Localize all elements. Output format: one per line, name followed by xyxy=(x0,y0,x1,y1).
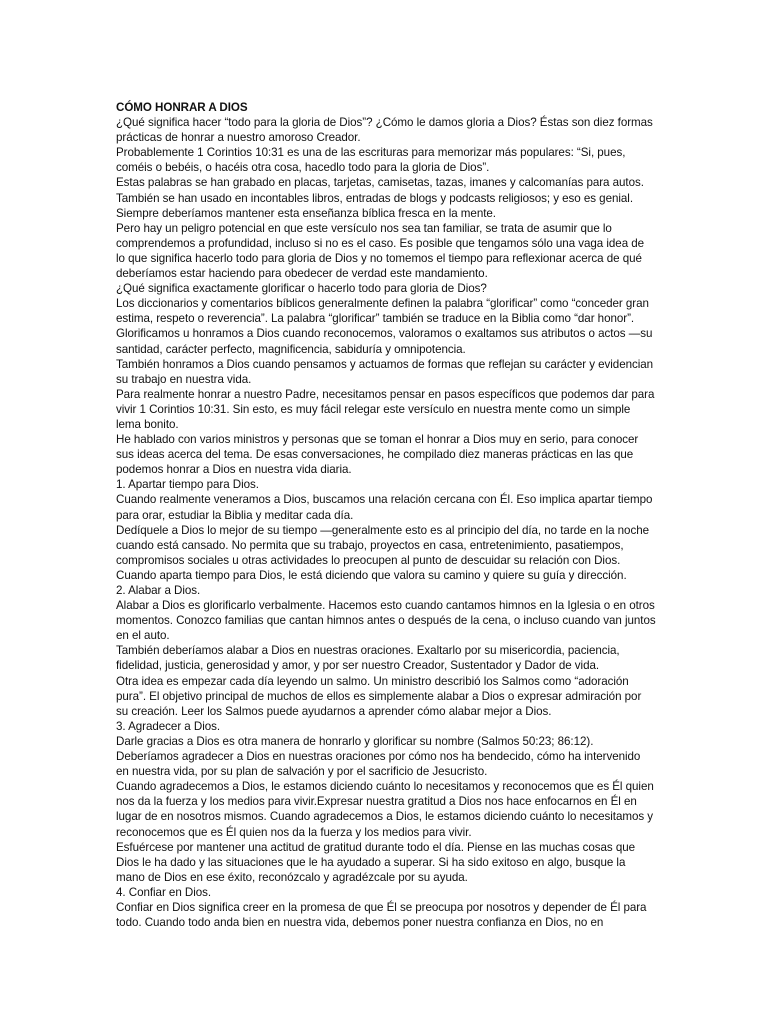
paragraph: Confiar en Dios significa creer en la promesa de que Él se preocupa por nosotros y depender de Él para todo. Cuando todo anda bien en nuestra vida, debemos poner nuestra confianza en Dios, no en xyxy=(116,900,647,930)
list-heading: 3. Agradecer a Dios. xyxy=(116,719,221,733)
paragraph: Cuando agradecemos a Dios, le estamos diciendo cuánto lo necesitamos y reconocemos que es Él quien nos da la fuerza y los medios para vivir.Expresar nuestra gratitud a Dios nos hace enfocarnos en Él en lugar de en nosotros mismos. Cuando agradecemos a Dios, le estamos diciendo cuánto lo necesitamos y reconocemos que es Él quien nos da la fuerza y los medios para vivir. xyxy=(116,780,654,839)
paragraph: He hablado con varios ministros y personas que se toman el honrar a Dios muy en serio, para conocer sus ideas acerca del tema. De esas conversaciones, he compilado diez maneras prácticas en las que podemos honrar a Dios en nuestra vida diaria. xyxy=(116,433,639,477)
paragraph: Alabar a Dios es glorificarlo verbalmente. Hacemos esto cuando cantamos himnos en la Iglesia o en otros momentos. Conozco familias que cantan himnos antes o después de la cena, o incluso cuando van juntos en el auto. xyxy=(116,599,656,643)
paragraph: Cuando realmente veneramos a Dios, buscamos una relación cercana con Él. Eso implica apartar tiempo para orar, estudiar la Biblia y meditar cada día. xyxy=(116,493,653,522)
document-page xyxy=(116,100,656,930)
paragraph: Dedíquele a Dios lo mejor de su tiempo —generalmente esto es al principio del día, no tarde en la noche cuando está cansado. No permita que su trabajo, proyectos en casa, entretenimiento, pasatiempos, compromisos sociales u otras actividades lo preocupen al punto de descuidar su relación con Dios. xyxy=(116,523,649,567)
paragraph: Pero hay un peligro potencial en que este versículo nos sea tan familiar, se trata de asumir que lo comprendemos a profundidad, incluso si no es el caso. Es posible que tengamos sólo una vaga idea de lo que significa hacerlo todo para gloria de Dios y no tomemos el tiempo para reflexionar acerca de qué deberíamos estar haciendo para obedecer de verdad este mandamiento. xyxy=(116,221,645,281)
paragraph: Darle gracias a Dios es otra manera de honrarlo y glorificar su nombre (Salmos 50:23; 86:12). Deberíamos agradecer a Dios en nuestras oraciones por cómo nos ha bendecido, cómo ha intervenido en nuestra vida, por su plan de salvación y por el sacrificio de Jesucristo. xyxy=(116,734,641,779)
document-title: CÓMO HONRAR A DIOS xyxy=(116,101,248,114)
paragraph: Esfuércese por mantener una actitud de gratitud durante todo el día. Piense en las muchas cosas que Dios le ha dado y las situaciones que le ha ayudado a superar. Si ha sido exitoso en algo, busque la mano de Dios en ese éxito, reconózcalo y agradézcale por su ayuda. xyxy=(116,840,636,884)
paragraph: Cuando aparta tiempo para Dios, le está diciendo que valora su camino y quiere su guía y dirección. xyxy=(116,568,627,582)
list-heading: 1. Apartar tiempo para Dios. xyxy=(116,478,259,492)
section-question: ¿Qué significa exactamente glorificar o hacerlo todo para gloria de Dios? xyxy=(116,282,487,296)
list-heading: 4. Confiar en Dios. xyxy=(116,885,212,899)
paragraph: También se han usado en incontables libros, entradas de blogs y podcasts religiosos; y eso es genial. xyxy=(116,191,633,205)
paragraph: Los diccionarios y comentarios bíblicos generalmente definen la palabra “glorificar” como “conceder gran estima, respeto o reverencia”. La palabra “glorificar” también se traduce en la Biblia como “dar honor”. Glorificamos u honramos a Dios cuando reconocemos, valoramos o exaltamos sus atributos o actos —su santidad, carácter perfecto, magnificencia, sabiduría y omnipotencia. xyxy=(116,297,653,356)
paragraph: También honramos a Dios cuando pensamos y actuamos de formas que reflejan su carácter y evidencian su trabajo en nuestra vida. xyxy=(116,357,654,386)
paragraph: También deberíamos alabar a Dios en nuestras oraciones. Exaltarlo por su misericordia, paciencia, fidelidad, justicia, generosidad y amor, y por ser nuestro Creador, Sustentador y Dador de vida. xyxy=(116,644,620,673)
paragraph: Estas palabras se han grabado en placas, tarjetas, camisetas, tazas, imanes y calcomanías para autos. xyxy=(116,176,644,190)
list-heading: 2. Alabar a Dios. xyxy=(116,584,201,597)
paragraph: Probablemente 1 Corintios 10:31 es una de las escrituras para memorizar más populares: “Si, pues, coméis o bebéis, o hacéis otra cosa, hacedlo todo para la gloria de Dios”. xyxy=(116,146,626,175)
paragraph: Para realmente honrar a nuestro Padre, necesitamos pensar en pasos específicos que podemos dar para vivir 1 Corintios 10:31. Sin esto, es muy fácil relegar este versículo en nuestra mente como un simple lema bonito. xyxy=(116,387,655,431)
paragraph: ¿Qué significa hacer “todo para la gloria de Dios”? ¿Cómo le damos gloria a Dios? Éstas son diez formas prácticas de honrar a nuestro amoroso Creador. xyxy=(116,116,653,145)
paragraph: Siempre deberíamos mantener esta enseñanza bíblica fresca en la mente. xyxy=(116,206,496,220)
paragraph: Otra idea es empezar cada día leyendo un salmo. Un ministro describió los Salmos como “adoración pura”. El objetivo principal de muchos de ellos es simplemente alabar a Dios o expresar admiración por su creación. Leer los Salmos puede ayudarnos a aprender cómo alabar mejor a Dios. xyxy=(116,674,642,718)
